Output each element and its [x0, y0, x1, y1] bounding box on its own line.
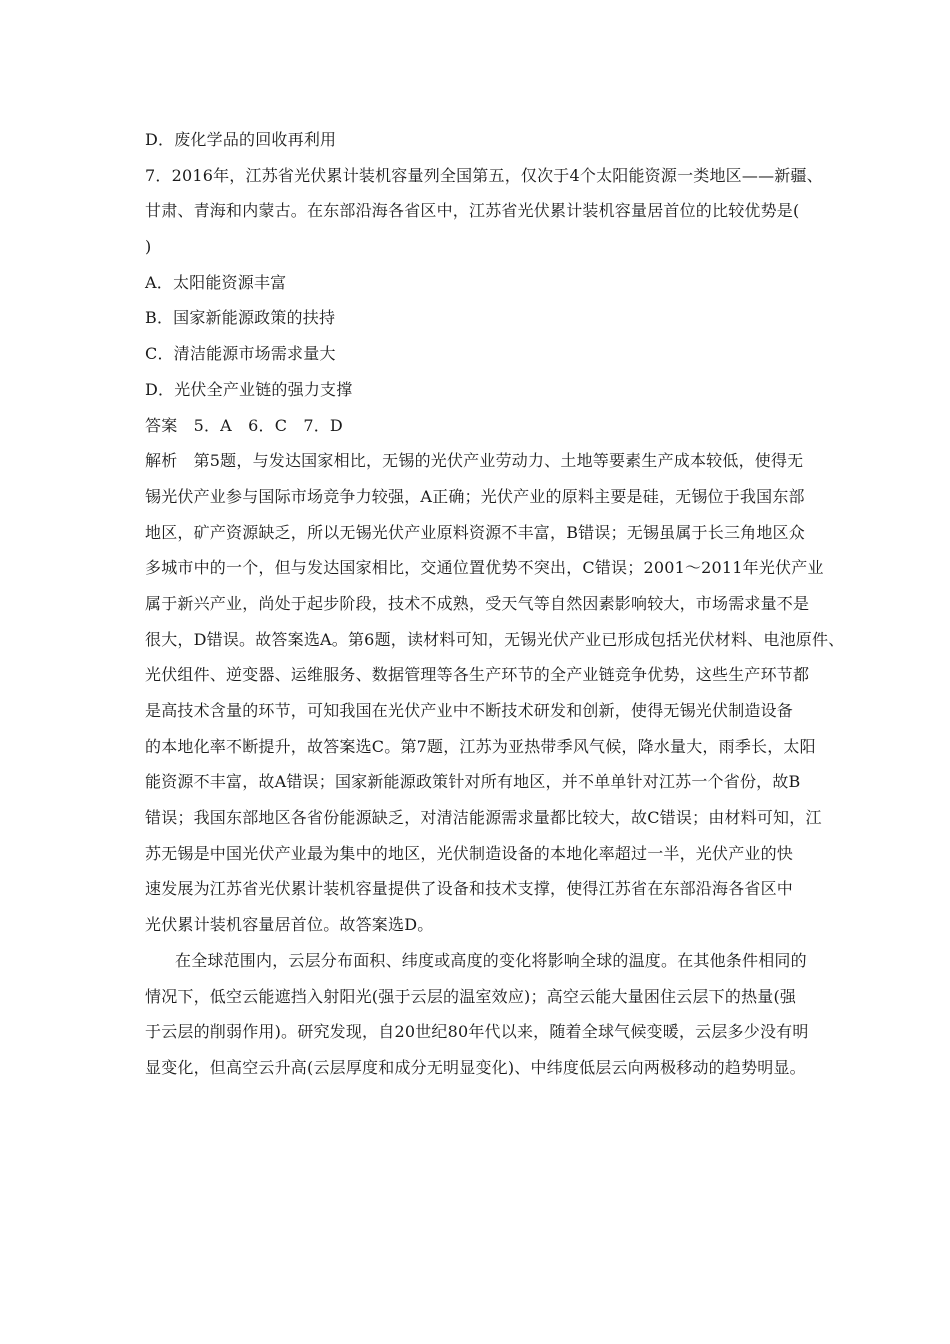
answer-line: 答案 5．A 6．C 7．D	[145, 415, 343, 435]
analysis-line: 解析 第5题，与发达国家相比，无锡的光伏产业劳动力、土地等要素生产成本较低，使得无	[145, 451, 804, 471]
passage-line: 情况下，低空云能遮挡入射阳光(强于云层的温室效应)；高空云能大量困住云层下的热量(强	[145, 986, 797, 1006]
q7-option-a: A．太阳能资源丰富	[145, 272, 287, 292]
analysis-line: 属于新兴产业，尚处于起步阶段，技术不成熟，受天气等自然因素影响较大，市场需求量不是	[145, 593, 810, 613]
analysis-line: 光伏累计装机容量居首位。故答案选D。	[145, 915, 434, 935]
q7-stem-line: )	[145, 237, 152, 257]
analysis-line: 速发展为江苏省光伏累计装机容量提供了设备和技术支撑，使得江苏省在东部沿海各省区中	[145, 879, 794, 899]
analysis-line: 是高技术含量的环节，可知我国在光伏产业中不断技术研发和创新，使得无锡光伏制造设备	[145, 701, 794, 720]
q7-stem-line: 7．2016年，江苏省光伏累计装机容量列全国第五，仅次于4个太阳能资源一类地区——新疆、	[145, 165, 823, 185]
analysis-line: 多城市中的一个，但与发达国家相比，交通位置优势不突出，C错误；2001～2011年光伏产业	[145, 558, 824, 578]
analysis-line: 光伏组件、逆变器、运维服务、数据管理等各生产环节的全产业链竞争优势，这些生产环节都	[145, 665, 810, 685]
analysis-line: 很大，D错误。故答案选A。第6题，读材料可知，无锡光伏产业已形成包括光伏材料、电池原件、	[145, 629, 845, 649]
analysis-line: 苏无锡是中国光伏产业最为集中的地区，光伏制造设备的本地化率超过一半，光伏产业的快	[145, 843, 794, 863]
analysis-line: 能资源不丰富，故A错误；国家新能源政策针对所有地区，并不单单针对江苏一个省份，故B	[145, 772, 801, 792]
analysis-line: 锡光伏产业参与国际市场竞争力较强，A正确；光伏产业的原料主要是硅，无锡位于我国东部	[145, 486, 805, 506]
passage-line: 在全球范围内，云层分布面积、纬度或高度的变化将影响全球的温度。在其他条件相同的	[175, 950, 807, 970]
document-page	[145, 122, 845, 1086]
q7-option-d: D．光伏全产业链的强力支撑	[145, 379, 353, 399]
passage-line: 于云层的削弱作用)。研究发现，自20世纪80年代以来，随着全球气候变暖，云层多少没有明	[145, 1022, 809, 1042]
q6-option-d: D．废化学品的回收再利用	[145, 130, 337, 149]
q7-stem-line: 甘肃、青海和内蒙古。在东部沿海各省区中，江苏省光伏累计装机容量居首位的比较优势是(	[145, 201, 800, 221]
q7-option-c: C．清洁能源市场需求量大	[145, 344, 336, 364]
analysis-line: 错误；我国东部地区各省份能源缺乏，对清洁能源需求量都比较大，故C错误；由材料可知，江	[145, 808, 822, 828]
passage-line: 显变化，但高空云升高(云层厚度和成分无明显变化)、中纬度低层云向两极移动的趋势明显。	[145, 1057, 806, 1077]
analysis-line: 的本地化率不断提升，故答案选C。第7题，江苏为亚热带季风气候，降水量大，雨季长，太阳	[145, 736, 816, 756]
q7-option-b: B．国家新能源政策的扶持	[145, 308, 336, 328]
analysis-line: 地区，矿产资源缺乏，所以无锡光伏产业原料资源不丰富，B错误；无锡虽属于长三角地区众	[145, 522, 805, 542]
